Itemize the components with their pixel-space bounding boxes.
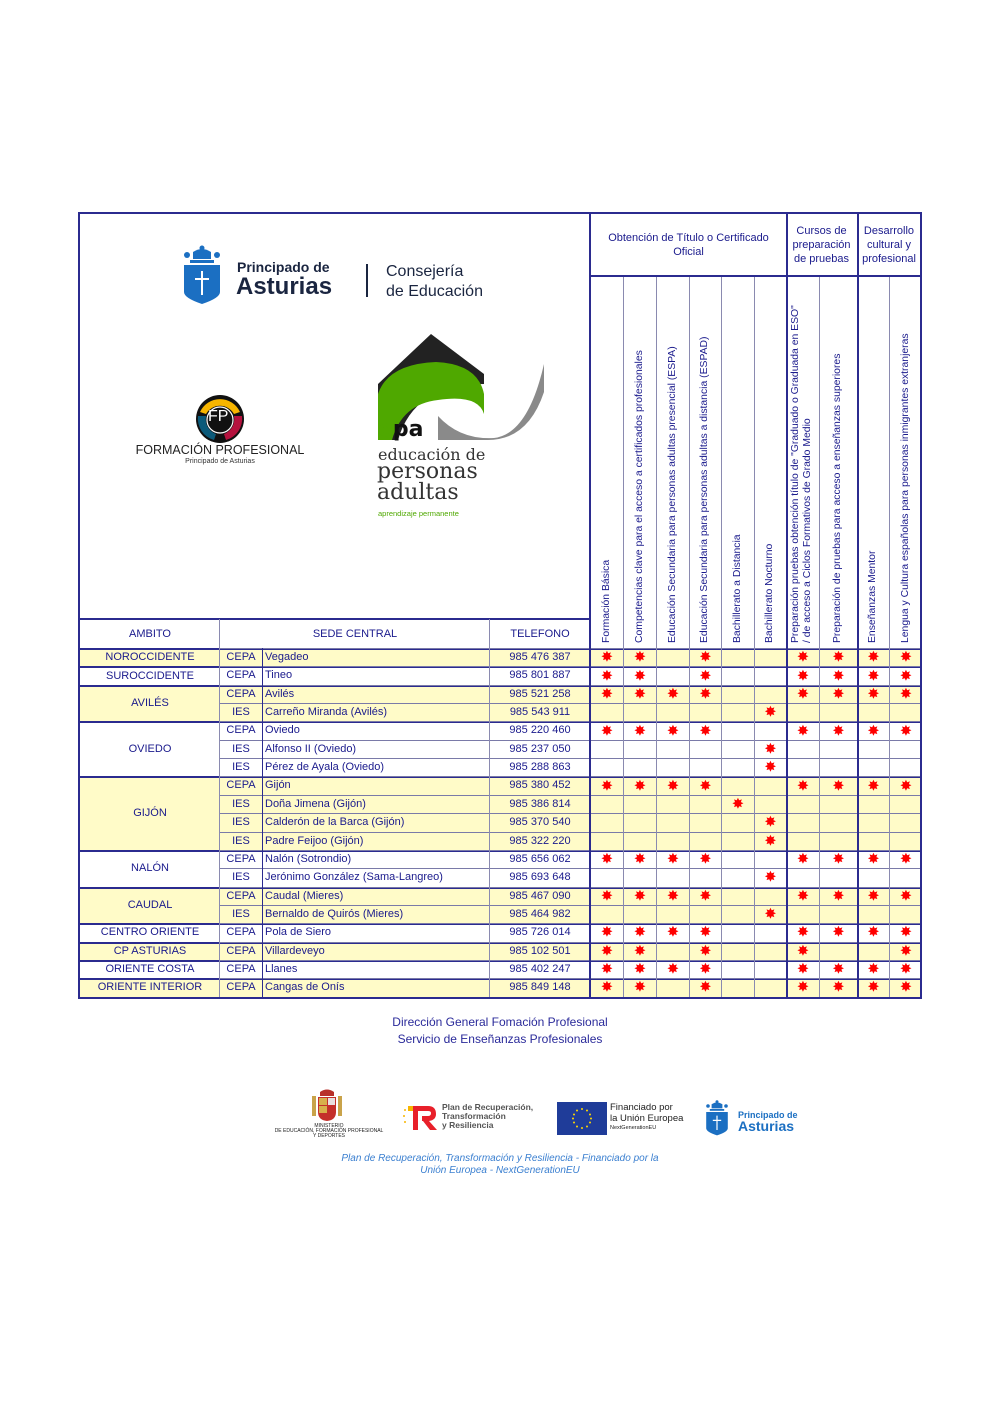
center-phone: 985 726 014 bbox=[509, 926, 571, 939]
ambito-cell: AVILÉS bbox=[131, 697, 169, 710]
ambito-divider bbox=[219, 619, 220, 997]
table-row bbox=[0, 832, 1000, 850]
course-label-line1: Preparación pruebas obtención título de "Graduado o Graduada en ESO" bbox=[789, 305, 801, 643]
row-line bbox=[220, 832, 920, 833]
center-name: Villardeveyo bbox=[265, 944, 325, 957]
center-type: IES bbox=[232, 816, 250, 829]
center-type: CEPA bbox=[226, 669, 256, 682]
offer-marker-icon: ✸ bbox=[797, 942, 809, 958]
offer-marker-icon: ✸ bbox=[601, 887, 613, 903]
offer-marker-icon: ✸ bbox=[601, 777, 613, 793]
offer-marker-icon: ✸ bbox=[797, 979, 809, 995]
column-line bbox=[754, 276, 755, 997]
table-row bbox=[0, 740, 1000, 758]
footer-direccion: Dirección General Fomación Profesional bbox=[392, 1015, 608, 1029]
course-label: Formación Básica bbox=[600, 559, 612, 643]
offer-marker-icon: ✸ bbox=[833, 685, 844, 701]
center-type: IES bbox=[232, 797, 250, 810]
offer-marker-icon: ✸ bbox=[765, 740, 776, 756]
offer-marker-icon: ✸ bbox=[667, 851, 679, 867]
principado-footer-logo bbox=[705, 1099, 815, 1139]
column-line bbox=[889, 276, 890, 997]
center-type: IES bbox=[232, 871, 250, 884]
center-name: Llanes bbox=[265, 962, 298, 975]
center-type: IES bbox=[232, 834, 250, 847]
row-line bbox=[220, 648, 920, 649]
offer-marker-icon: ✸ bbox=[900, 851, 912, 867]
group-header-line bbox=[590, 275, 922, 277]
principado-shield-icon bbox=[182, 244, 222, 306]
offer-marker-icon: ✸ bbox=[797, 777, 809, 793]
course-label: Competencias clave para el acceso a certificados profesionales bbox=[633, 350, 645, 643]
row-line bbox=[220, 923, 920, 924]
offer-marker-icon: ✸ bbox=[601, 979, 613, 995]
offer-marker-icon: ✸ bbox=[700, 851, 711, 867]
epa-tagline: aprendizaje permanente bbox=[378, 509, 459, 518]
center-type: CEPA bbox=[226, 944, 256, 957]
table-row bbox=[0, 887, 1000, 905]
offer-marker-icon: ✸ bbox=[833, 979, 844, 995]
table-row bbox=[0, 813, 1000, 831]
offer-marker-icon: ✸ bbox=[634, 924, 646, 940]
offer-marker-icon: ✸ bbox=[765, 814, 776, 830]
center-type: CEPA bbox=[226, 962, 256, 975]
center-type: CEPA bbox=[226, 852, 256, 865]
course-label: Enseñanzas Mentor bbox=[867, 550, 878, 643]
offer-marker-icon: ✸ bbox=[700, 942, 711, 958]
center-phone: 985 220 460 bbox=[509, 724, 571, 737]
table-row bbox=[0, 776, 1000, 794]
eu-line3: NextGenerationEU bbox=[610, 1125, 657, 1131]
offer-marker-icon: ✸ bbox=[833, 667, 844, 683]
funding-note-line1: Plan de Recuperación, Transformación y Resiliencia - Financiado por la bbox=[341, 1153, 659, 1164]
plan-line3: y Resiliencia bbox=[442, 1120, 494, 1130]
table-row bbox=[0, 905, 1000, 923]
offer-marker-icon: ✸ bbox=[765, 832, 776, 848]
ambito-cell: OVIEDO bbox=[128, 742, 172, 755]
center-name: Bernaldo de Quirós (Mieres) bbox=[265, 907, 404, 920]
course-label: Bachillerato a Distancia bbox=[731, 534, 743, 643]
offer-marker-icon: ✸ bbox=[900, 887, 912, 903]
offer-marker-icon: ✸ bbox=[900, 649, 912, 665]
offer-marker-icon: ✸ bbox=[765, 869, 776, 885]
offer-marker-icon: ✸ bbox=[667, 685, 679, 701]
center-name: Pola de Siero bbox=[265, 926, 332, 939]
offer-marker-icon: ✸ bbox=[634, 979, 646, 995]
ministerio-logo bbox=[262, 1088, 396, 1140]
center-name: Carreño Miranda (Avilés) bbox=[265, 706, 388, 719]
offer-marker-icon: ✸ bbox=[797, 722, 809, 738]
course-label: Educación Secundaria para personas adultas presencial (ESPA) bbox=[666, 346, 678, 643]
center-phone: 985 237 050 bbox=[509, 742, 571, 755]
column-line bbox=[689, 276, 690, 997]
course-header bbox=[656, 277, 689, 647]
offer-marker-icon: ✸ bbox=[700, 961, 711, 977]
offer-marker-icon: ✸ bbox=[634, 649, 646, 665]
offer-marker-icon: ✸ bbox=[601, 924, 613, 940]
column-line bbox=[721, 276, 722, 997]
offer-marker-icon: ✸ bbox=[601, 667, 613, 683]
fp-badge: FP bbox=[208, 408, 229, 425]
principado-footer-shield-icon bbox=[705, 1099, 729, 1137]
course-label: Preparación de pruebas para acceso a enseñanzas superiores bbox=[832, 353, 843, 643]
offer-marker-icon: ✸ bbox=[797, 851, 809, 867]
row-line bbox=[220, 721, 920, 722]
offer-marker-icon: ✸ bbox=[868, 887, 879, 903]
row-line bbox=[220, 685, 920, 686]
offer-marker-icon: ✸ bbox=[667, 924, 679, 940]
offer-marker-icon: ✸ bbox=[833, 722, 844, 738]
center-name: Pérez de Ayala (Oviedo) bbox=[265, 761, 385, 774]
center-name: Nalón (Sotrondio) bbox=[265, 852, 352, 865]
offer-marker-icon: ✸ bbox=[732, 795, 744, 811]
column-line bbox=[786, 212, 788, 997]
offer-marker-icon: ✸ bbox=[700, 722, 711, 738]
center-phone: 985 656 062 bbox=[509, 852, 571, 865]
row-line bbox=[220, 850, 920, 851]
table-row bbox=[0, 923, 1000, 941]
course-header bbox=[590, 277, 623, 647]
ambito-cell: CAUDAL bbox=[127, 898, 173, 911]
offer-marker-icon: ✸ bbox=[797, 685, 809, 701]
ambito-cell: ORIENTE INTERIOR bbox=[97, 981, 203, 994]
ambito-cell: NALÓN bbox=[131, 862, 169, 875]
plan-line1: Plan de Recuperación, bbox=[442, 1102, 534, 1112]
group-header-desarrollo: Desarrollo cultural y profesional bbox=[862, 225, 916, 265]
offer-marker-icon: ✸ bbox=[900, 667, 912, 683]
epa-line1: educación de bbox=[378, 445, 486, 464]
center-phone: 985 521 258 bbox=[509, 687, 571, 700]
ambito-cell: CENTRO ORIENTE bbox=[100, 926, 200, 939]
center-name: Caudal (Mieres) bbox=[265, 889, 344, 902]
offer-marker-icon: ✸ bbox=[634, 887, 646, 903]
offer-marker-icon: ✸ bbox=[868, 851, 879, 867]
offer-marker-icon: ✸ bbox=[700, 649, 711, 665]
center-name: Cangas de Onís bbox=[265, 981, 345, 994]
table-row bbox=[0, 868, 1000, 886]
column-header-telefono: TELEFONO bbox=[510, 627, 570, 640]
center-phone: 985 370 540 bbox=[509, 816, 571, 829]
offer-marker-icon: ✸ bbox=[833, 887, 844, 903]
offer-marker-icon: ✸ bbox=[700, 924, 711, 940]
offer-marker-icon: ✸ bbox=[700, 887, 711, 903]
table-row bbox=[0, 758, 1000, 776]
center-type: CEPA bbox=[226, 779, 256, 792]
center-type: CEPA bbox=[226, 889, 256, 902]
column-line bbox=[819, 276, 820, 997]
eu-flag-icon bbox=[557, 1102, 607, 1135]
table-row bbox=[0, 942, 1000, 960]
offer-marker-icon: ✸ bbox=[634, 942, 646, 958]
offer-marker-icon: ✸ bbox=[868, 777, 879, 793]
center-phone: 985 467 090 bbox=[509, 889, 571, 902]
footer-servicio: Servicio de Enseñanzas Profesionales bbox=[397, 1032, 603, 1046]
offer-marker-icon: ✸ bbox=[900, 722, 912, 738]
offer-marker-icon: ✸ bbox=[900, 685, 912, 701]
center-phone: 985 801 887 bbox=[509, 669, 571, 682]
table-row bbox=[0, 850, 1000, 868]
center-phone: 985 386 814 bbox=[509, 797, 571, 810]
center-name: Doña Jimena (Gijón) bbox=[265, 797, 366, 810]
table-row bbox=[0, 666, 1000, 684]
offer-marker-icon: ✸ bbox=[667, 777, 679, 793]
ministerio-line2: DE EDUCACIÓN, FORMACIÓN PROFESIONAL bbox=[274, 1128, 384, 1134]
offer-marker-icon: ✸ bbox=[797, 961, 809, 977]
ministerio-line3: Y DEPORTES bbox=[312, 1133, 346, 1139]
center-phone: 985 380 452 bbox=[509, 779, 571, 792]
row-line bbox=[220, 776, 920, 777]
column-header-top-line bbox=[78, 618, 590, 620]
center-name: Padre Feijoo (Gijón) bbox=[265, 834, 364, 847]
offer-marker-icon: ✸ bbox=[833, 851, 844, 867]
logo-divider bbox=[366, 264, 368, 297]
table-row bbox=[0, 648, 1000, 666]
offer-marker-icon: ✸ bbox=[765, 704, 776, 720]
epa-line2: personas bbox=[377, 459, 478, 484]
row-line bbox=[220, 887, 920, 888]
center-type: IES bbox=[232, 761, 250, 774]
center-type: IES bbox=[232, 706, 250, 719]
center-phone: 985 402 247 bbox=[509, 962, 571, 975]
offer-marker-icon: ✸ bbox=[833, 961, 844, 977]
row-line bbox=[220, 942, 920, 943]
offer-marker-icon: ✸ bbox=[700, 667, 711, 683]
offer-marker-icon: ✸ bbox=[601, 685, 613, 701]
principado-footer-line1: Principado de bbox=[738, 1110, 798, 1120]
group-header-titulo: Obtención de Título o Certificado Oficial bbox=[608, 232, 769, 258]
table-row bbox=[0, 978, 1000, 996]
course-header bbox=[754, 277, 786, 647]
offer-marker-icon: ✸ bbox=[868, 649, 879, 665]
eu-line2: la Unión Europea bbox=[610, 1113, 684, 1124]
center-type: CEPA bbox=[226, 926, 256, 939]
center-name: Jerónimo González (Sama-Langreo) bbox=[265, 871, 443, 884]
telefono-divider bbox=[489, 619, 490, 997]
center-name: Avilés bbox=[265, 687, 295, 700]
plan-recuperacion-logo bbox=[402, 1100, 552, 1134]
table-row bbox=[0, 795, 1000, 813]
offer-marker-icon: ✸ bbox=[765, 906, 776, 922]
table-bottom-line bbox=[78, 997, 922, 999]
ministerio-line1: MINISTERIO bbox=[314, 1123, 344, 1129]
offer-marker-icon: ✸ bbox=[667, 961, 679, 977]
offer-marker-icon: ✸ bbox=[797, 924, 809, 940]
row-line bbox=[220, 758, 920, 759]
row-line bbox=[220, 960, 920, 961]
epa-pa: pa bbox=[392, 417, 424, 442]
course-header bbox=[819, 277, 857, 647]
offer-marker-icon: ✸ bbox=[900, 961, 912, 977]
center-name: Calderón de la Barca (Gijón) bbox=[265, 816, 405, 829]
group-header-cursos: Cursos de preparación de pruebas bbox=[792, 225, 851, 265]
logo-area bbox=[78, 212, 590, 618]
row-line bbox=[220, 813, 920, 814]
principado-footer-line2: Asturias bbox=[738, 1118, 795, 1134]
eu-funding-logo bbox=[557, 1101, 697, 1135]
center-name: Vegadeo bbox=[265, 651, 309, 663]
center-phone: 985 322 220 bbox=[509, 834, 571, 847]
ambito-cell: NOROCCIDENTE bbox=[105, 651, 195, 664]
column-line bbox=[623, 276, 624, 997]
center-phone: 985 476 387 bbox=[509, 651, 571, 663]
offer-marker-icon: ✸ bbox=[900, 924, 912, 940]
row-line bbox=[220, 740, 920, 741]
offer-marker-icon: ✸ bbox=[700, 685, 711, 701]
row-line bbox=[220, 795, 920, 796]
offer-marker-icon: ✸ bbox=[868, 979, 879, 995]
epa-e: e bbox=[378, 417, 393, 442]
center-name: Tineo bbox=[265, 669, 293, 682]
course-header bbox=[623, 277, 656, 647]
center-type: IES bbox=[232, 742, 250, 755]
offer-marker-icon: ✸ bbox=[797, 887, 809, 903]
offer-marker-icon: ✸ bbox=[868, 924, 879, 940]
course-header bbox=[889, 277, 922, 647]
offer-marker-icon: ✸ bbox=[601, 722, 613, 738]
offer-marker-icon: ✸ bbox=[833, 924, 844, 940]
tr-logo-icon bbox=[402, 1102, 438, 1132]
offer-marker-icon: ✸ bbox=[700, 979, 711, 995]
center-name: Gijón bbox=[265, 779, 291, 792]
fp-title: FORMACIÓN PROFESIONAL bbox=[135, 443, 305, 457]
consejeria-line1: Consejería bbox=[386, 263, 464, 280]
epa-acronym bbox=[378, 418, 424, 442]
eu-line1: Financiado por bbox=[610, 1102, 673, 1113]
offer-marker-icon: ✸ bbox=[868, 667, 879, 683]
column-line bbox=[656, 276, 657, 997]
offer-marker-icon: ✸ bbox=[868, 961, 879, 977]
center-phone: 985 543 911 bbox=[509, 706, 571, 719]
center-phone: 985 464 982 bbox=[509, 907, 571, 920]
offer-marker-icon: ✸ bbox=[900, 979, 912, 995]
table-row bbox=[0, 960, 1000, 978]
principado-line2: Asturias bbox=[236, 273, 333, 300]
row-line bbox=[220, 703, 920, 704]
offer-marker-icon: ✸ bbox=[667, 722, 679, 738]
funding-note-line2: Unión Europea - NextGenerationEU bbox=[420, 1165, 580, 1176]
offer-marker-icon: ✸ bbox=[900, 942, 912, 958]
principado-line1: Principado de bbox=[237, 259, 330, 275]
row-line bbox=[220, 905, 920, 906]
offer-marker-icon: ✸ bbox=[601, 649, 613, 665]
ambito-cell: SUROCCIDENTE bbox=[105, 669, 194, 682]
offer-marker-icon: ✸ bbox=[634, 722, 646, 738]
course-header bbox=[689, 277, 721, 647]
spain-coat-of-arms-icon bbox=[308, 1088, 346, 1122]
fp-subtitle: Principado de Asturias bbox=[185, 458, 255, 465]
offer-marker-icon: ✸ bbox=[634, 961, 646, 977]
offer-marker-icon: ✸ bbox=[601, 942, 613, 958]
table-row bbox=[0, 703, 1000, 721]
course-header bbox=[786, 277, 819, 647]
offer-marker-icon: ✸ bbox=[634, 851, 646, 867]
offer-marker-icon: ✸ bbox=[900, 777, 912, 793]
course-label: Bachillerato Nocturno bbox=[764, 543, 775, 643]
center-type: CEPA bbox=[226, 651, 256, 663]
type-divider bbox=[262, 648, 263, 997]
column-line bbox=[857, 212, 859, 997]
offer-marker-icon: ✸ bbox=[833, 777, 844, 793]
offer-marker-icon: ✸ bbox=[797, 649, 809, 665]
row-line bbox=[220, 978, 920, 979]
offer-marker-icon: ✸ bbox=[765, 759, 776, 775]
center-phone: 985 849 148 bbox=[509, 981, 571, 994]
table-row bbox=[0, 685, 1000, 703]
ambito-cell: ORIENTE COSTA bbox=[105, 963, 195, 976]
offer-marker-icon: ✸ bbox=[667, 887, 679, 903]
center-name: Alfonso II (Oviedo) bbox=[265, 742, 357, 755]
offer-marker-icon: ✸ bbox=[634, 667, 646, 683]
offer-marker-icon: ✸ bbox=[601, 851, 613, 867]
epa-line3: adultas bbox=[377, 480, 459, 505]
offer-marker-icon: ✸ bbox=[797, 667, 809, 683]
ambito-cell: CP ASTURIAS bbox=[113, 944, 187, 957]
center-type: CEPA bbox=[226, 981, 256, 994]
offer-marker-icon: ✸ bbox=[634, 685, 646, 701]
course-label: Lengua y Cultura españolas para personas inmigrantes extranjeras bbox=[899, 333, 911, 643]
table-row bbox=[0, 721, 1000, 739]
consejeria-line2: de Educación bbox=[386, 283, 483, 300]
column-header-ambito: AMBITO bbox=[129, 627, 171, 640]
center-phone: 985 288 863 bbox=[509, 761, 571, 774]
center-type: CEPA bbox=[226, 724, 256, 737]
course-label: Educación Secundaria para personas adultas a distancia (ESPAD) bbox=[699, 336, 710, 643]
row-line bbox=[220, 666, 920, 667]
row-line bbox=[220, 868, 920, 869]
ambito-cell: GIJÓN bbox=[133, 807, 167, 820]
center-name: Oviedo bbox=[265, 724, 300, 737]
course-header bbox=[857, 277, 889, 647]
offer-marker-icon: ✸ bbox=[833, 649, 844, 665]
offer-marker-icon: ✸ bbox=[868, 722, 879, 738]
offer-marker-icon: ✸ bbox=[601, 961, 613, 977]
course-header bbox=[721, 277, 754, 647]
course-section-divider bbox=[589, 212, 591, 997]
offer-marker-icon: ✸ bbox=[634, 777, 646, 793]
offer-marker-icon: ✸ bbox=[700, 777, 711, 793]
plan-line2: Transformación bbox=[442, 1111, 506, 1121]
column-header-sede: SEDE CENTRAL bbox=[312, 627, 398, 640]
center-type: CEPA bbox=[226, 687, 256, 700]
course-label-line2: / de acceso a Ciclos Formativos de Grado Medio bbox=[801, 418, 813, 643]
center-type: IES bbox=[232, 907, 250, 920]
offer-marker-icon: ✸ bbox=[868, 685, 879, 701]
center-phone: 985 102 501 bbox=[509, 944, 571, 957]
center-phone: 985 693 648 bbox=[509, 871, 571, 884]
